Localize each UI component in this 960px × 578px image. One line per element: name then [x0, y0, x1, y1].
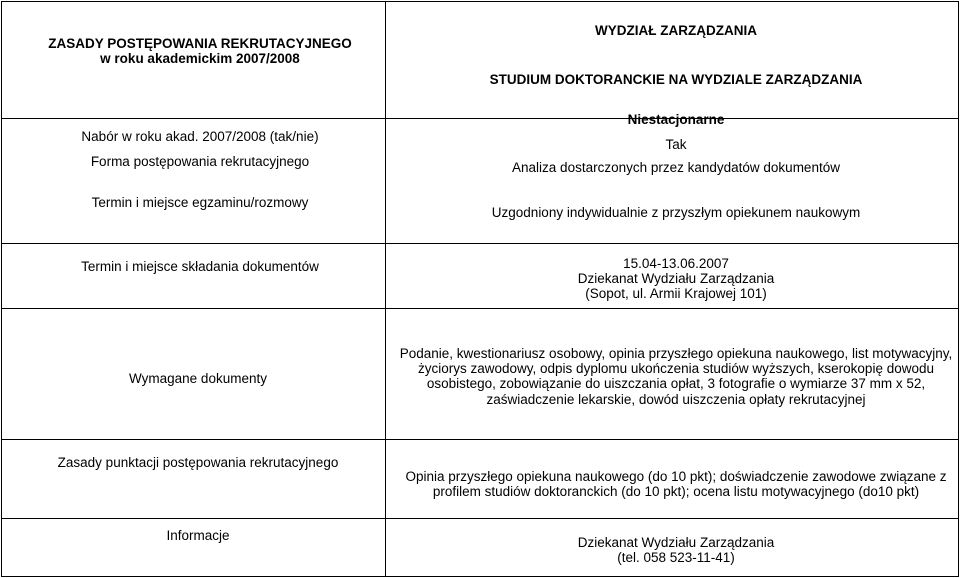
dokumenty-line-2: życiorys zawodowy, odpis dyplomu ukończenia studiów wyższych, kserokopię dowodu [418, 361, 934, 376]
header-title: ZASADY POSTĘPOWANIA REKRUTACYJNEGO [48, 36, 352, 51]
informacje-place: Dziekanat Wydziału Zarządzania [577, 535, 775, 550]
punktacja-label: Zasady punktacji postępowania rekrutacyjnego [57, 455, 339, 470]
labels-cell-2 [1, 243, 386, 309]
termin-skl-label: Termin i miejsce składania dokumentów [81, 259, 319, 274]
termin-egz-value: Uzgodniony indywidualnie z przyszłym opiekunem naukowym [491, 205, 861, 220]
header-right-cell [385, 1, 959, 119]
nabor-label: Nabór w roku akad. 2007/2008 (tak/nie) [81, 129, 319, 144]
dokumenty-line-1: Podanie, kwestionariusz osobowy, opinia przyszłego opiekuna naukowego, list motywacyjny, [399, 346, 953, 361]
dokumenty-label: Wymagane dokumenty [129, 371, 267, 386]
forma-label: Forma postępowania rekrutacyjnego [90, 154, 310, 169]
punktacja-line-2: profilem studiów doktoranckich (do 10 pkt); ocena listu motywacyjnego (do10 pkt) [432, 484, 920, 499]
termin-skl-place: Dziekanat Wydziału Zarządzania [577, 271, 775, 286]
termin-egz-label: Termin i miejsce egzaminu/rozmowy [91, 195, 309, 210]
dokumenty-line-3: osobistego, zobowiązanie do uiszczania opłat, 3 fotografie o wymiarze 37 mm x 52, [426, 376, 926, 391]
termin-skl-date: 15.04-13.06.2007 [623, 256, 729, 271]
study-mode: Niestacjonarne [627, 112, 725, 127]
labels-cell-5 [1, 518, 386, 577]
faculty-name: WYDZIAŁ ZARZĄDZANIA [595, 23, 757, 38]
forma-value: Analiza dostarczonych przez kandydatów dokumentów [512, 160, 840, 175]
informacje-label: Informacje [166, 528, 230, 543]
informacje-phone: (tel. 058 523-11-41) [617, 550, 735, 565]
studium-name: STUDIUM DOKTORANCKIE NA WYDZIALE ZARZĄDZANIA [489, 72, 863, 87]
termin-skl-address: (Sopot, ul. Armii Krajowej 101) [585, 286, 767, 301]
nabor-value: Tak [665, 137, 687, 152]
header-subtitle: w roku akademickim 2007/2008 [100, 51, 300, 66]
labels-cell-4 [1, 439, 386, 519]
dokumenty-line-4: zaświadczenie lekarskie, dowód uiszczenia opłaty rekrutacyjnej [486, 392, 866, 407]
punktacja-line-1: Opinia przyszłego opiekuna naukowego (do 10 pkt); doświadczenie zawodowe związane z [405, 469, 947, 484]
